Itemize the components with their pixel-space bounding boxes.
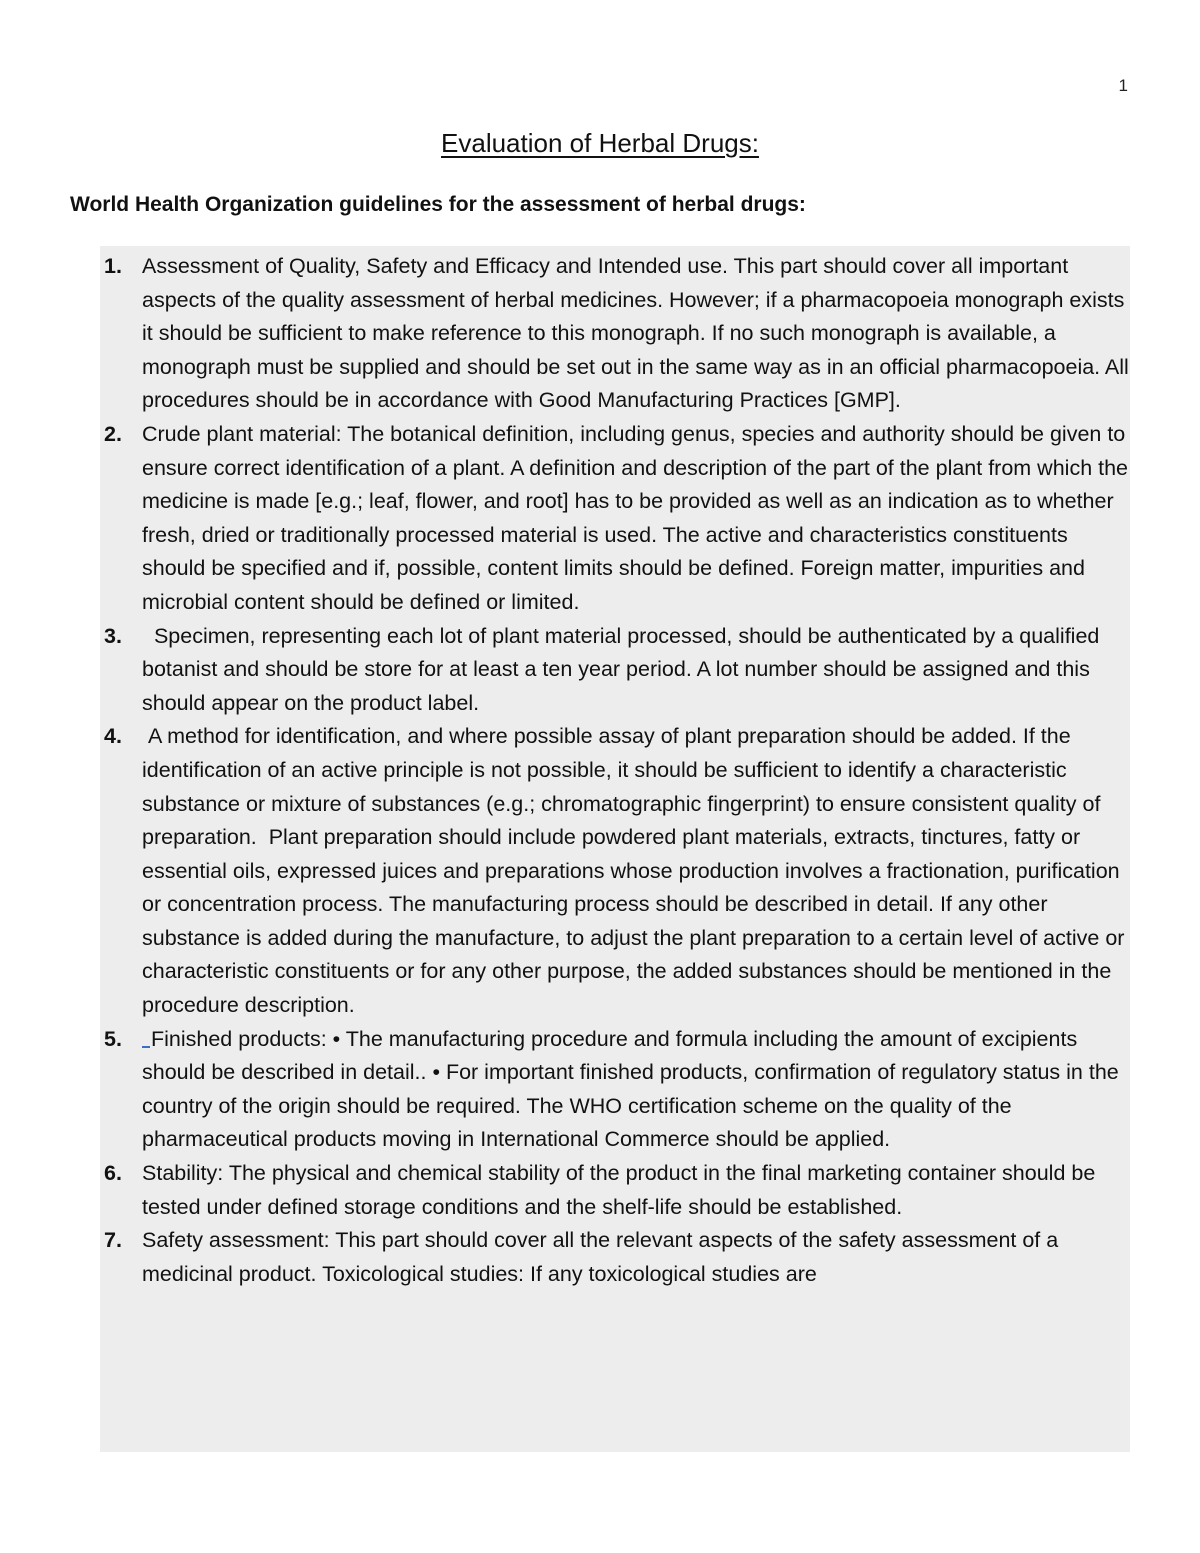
list-item bbox=[100, 250, 1130, 418]
document-subtitle: World Health Organization guidelines for the assessment of herbal drugs: bbox=[70, 193, 806, 216]
list-item-number: 6. bbox=[104, 1161, 122, 1186]
list-item-text-wrapper bbox=[142, 1023, 1130, 1157]
list-item-text: A method for identification, and where possible assay of plant preparation should be added. If the identification of an active principle is not possible, it should be sufficient to identify a characteristic substance or mixture of substances (e.g.; chromatographic fingerprint) to ensure consistent quality of preparation. Plant preparation should include powdered plant materials, extracts, tinctures, fatty or essential oils, expressed juices and preparations whose production involves a fractionation, purification or concentration process. The manufacturing process should be described in detail. If any other substance is added during the manufacture, to adjust the plant preparation to a certain level of active or characteristic constituents or for any other purpose, the added substances should be mentioned in the procedure description. bbox=[142, 724, 1130, 1018]
list-item-number: 4. bbox=[104, 724, 122, 749]
list-item-text: Finished products: • The manufacturing procedure and formula including the amount of excipients should be described in detail.. • For important finished products, confirmation of regulatory status in the country of the origin should be required. The WHO certification scheme on the quality of the pharmaceutical products moving in International Commerce should be applied. bbox=[142, 1026, 1119, 1152]
list-item-number: 1. bbox=[104, 254, 122, 278]
list-item-text: Stability: The physical and chemical stability of the product in the final marketing container should be tested under defined storage conditions and the shelf-life should be established. bbox=[142, 1161, 1096, 1219]
text-cursor-mark bbox=[142, 1024, 150, 1048]
list-item bbox=[100, 620, 1130, 721]
guidelines-list bbox=[100, 246, 1130, 1291]
list-item bbox=[100, 1224, 1130, 1291]
list-item bbox=[100, 1023, 1130, 1157]
guidelines-list-container bbox=[100, 246, 1130, 1452]
list-item-number: 5. bbox=[104, 1026, 122, 1051]
list-item-number: 3. bbox=[104, 623, 122, 648]
list-item-number: 2. bbox=[104, 421, 122, 446]
document-title: Evaluation of Herbal Drugs: bbox=[441, 128, 759, 158]
page-number: 1 bbox=[1118, 76, 1128, 95]
list-item bbox=[100, 1157, 1130, 1224]
list-item-text: Crude plant material: The botanical definition, including genus, species and authority should be given to ensure correct identification of a plant. A definition and description of the part of the plant from which the medicine is made [e.g.; leaf, flower, and root] has to be provided as well as an indication as to whether fresh, dried or traditionally processed material is used. The active and characteristics constituents should be specified and if, possible, content limits should be defined. Foreign matter, impurities and microbial content should be defined or limited. bbox=[142, 421, 1129, 614]
list-item-text: Specimen, representing each lot of plant material processed, should be authenticated by a qualified botanist and should be store for at least a ten year period. A lot number should be assigned and this should appear on the product label. bbox=[142, 623, 1106, 715]
list-item-text: Assessment of Quality, Safety and Efficacy and Intended use. This part should cover all important aspects of the quality assessment of herbal medicines. However; if a pharmacopoeia monograph exists it should be sufficient to make reference to this monograph. If no such monograph is available, a monograph must be supplied and should be set out in the same way as in an official pharmacopoeia. All procedures should be in accordance with Good Manufacturing Practices [GMP]. bbox=[142, 254, 1129, 413]
list-item-text: Safety assessment: This part should cover all the relevant aspects of the safety assessment of a medicinal product. Toxicological studies: If any toxicological studies are bbox=[142, 1228, 1059, 1286]
list-item bbox=[100, 720, 1130, 1022]
list-item bbox=[100, 418, 1130, 620]
list-item-number: 7. bbox=[104, 1228, 122, 1253]
